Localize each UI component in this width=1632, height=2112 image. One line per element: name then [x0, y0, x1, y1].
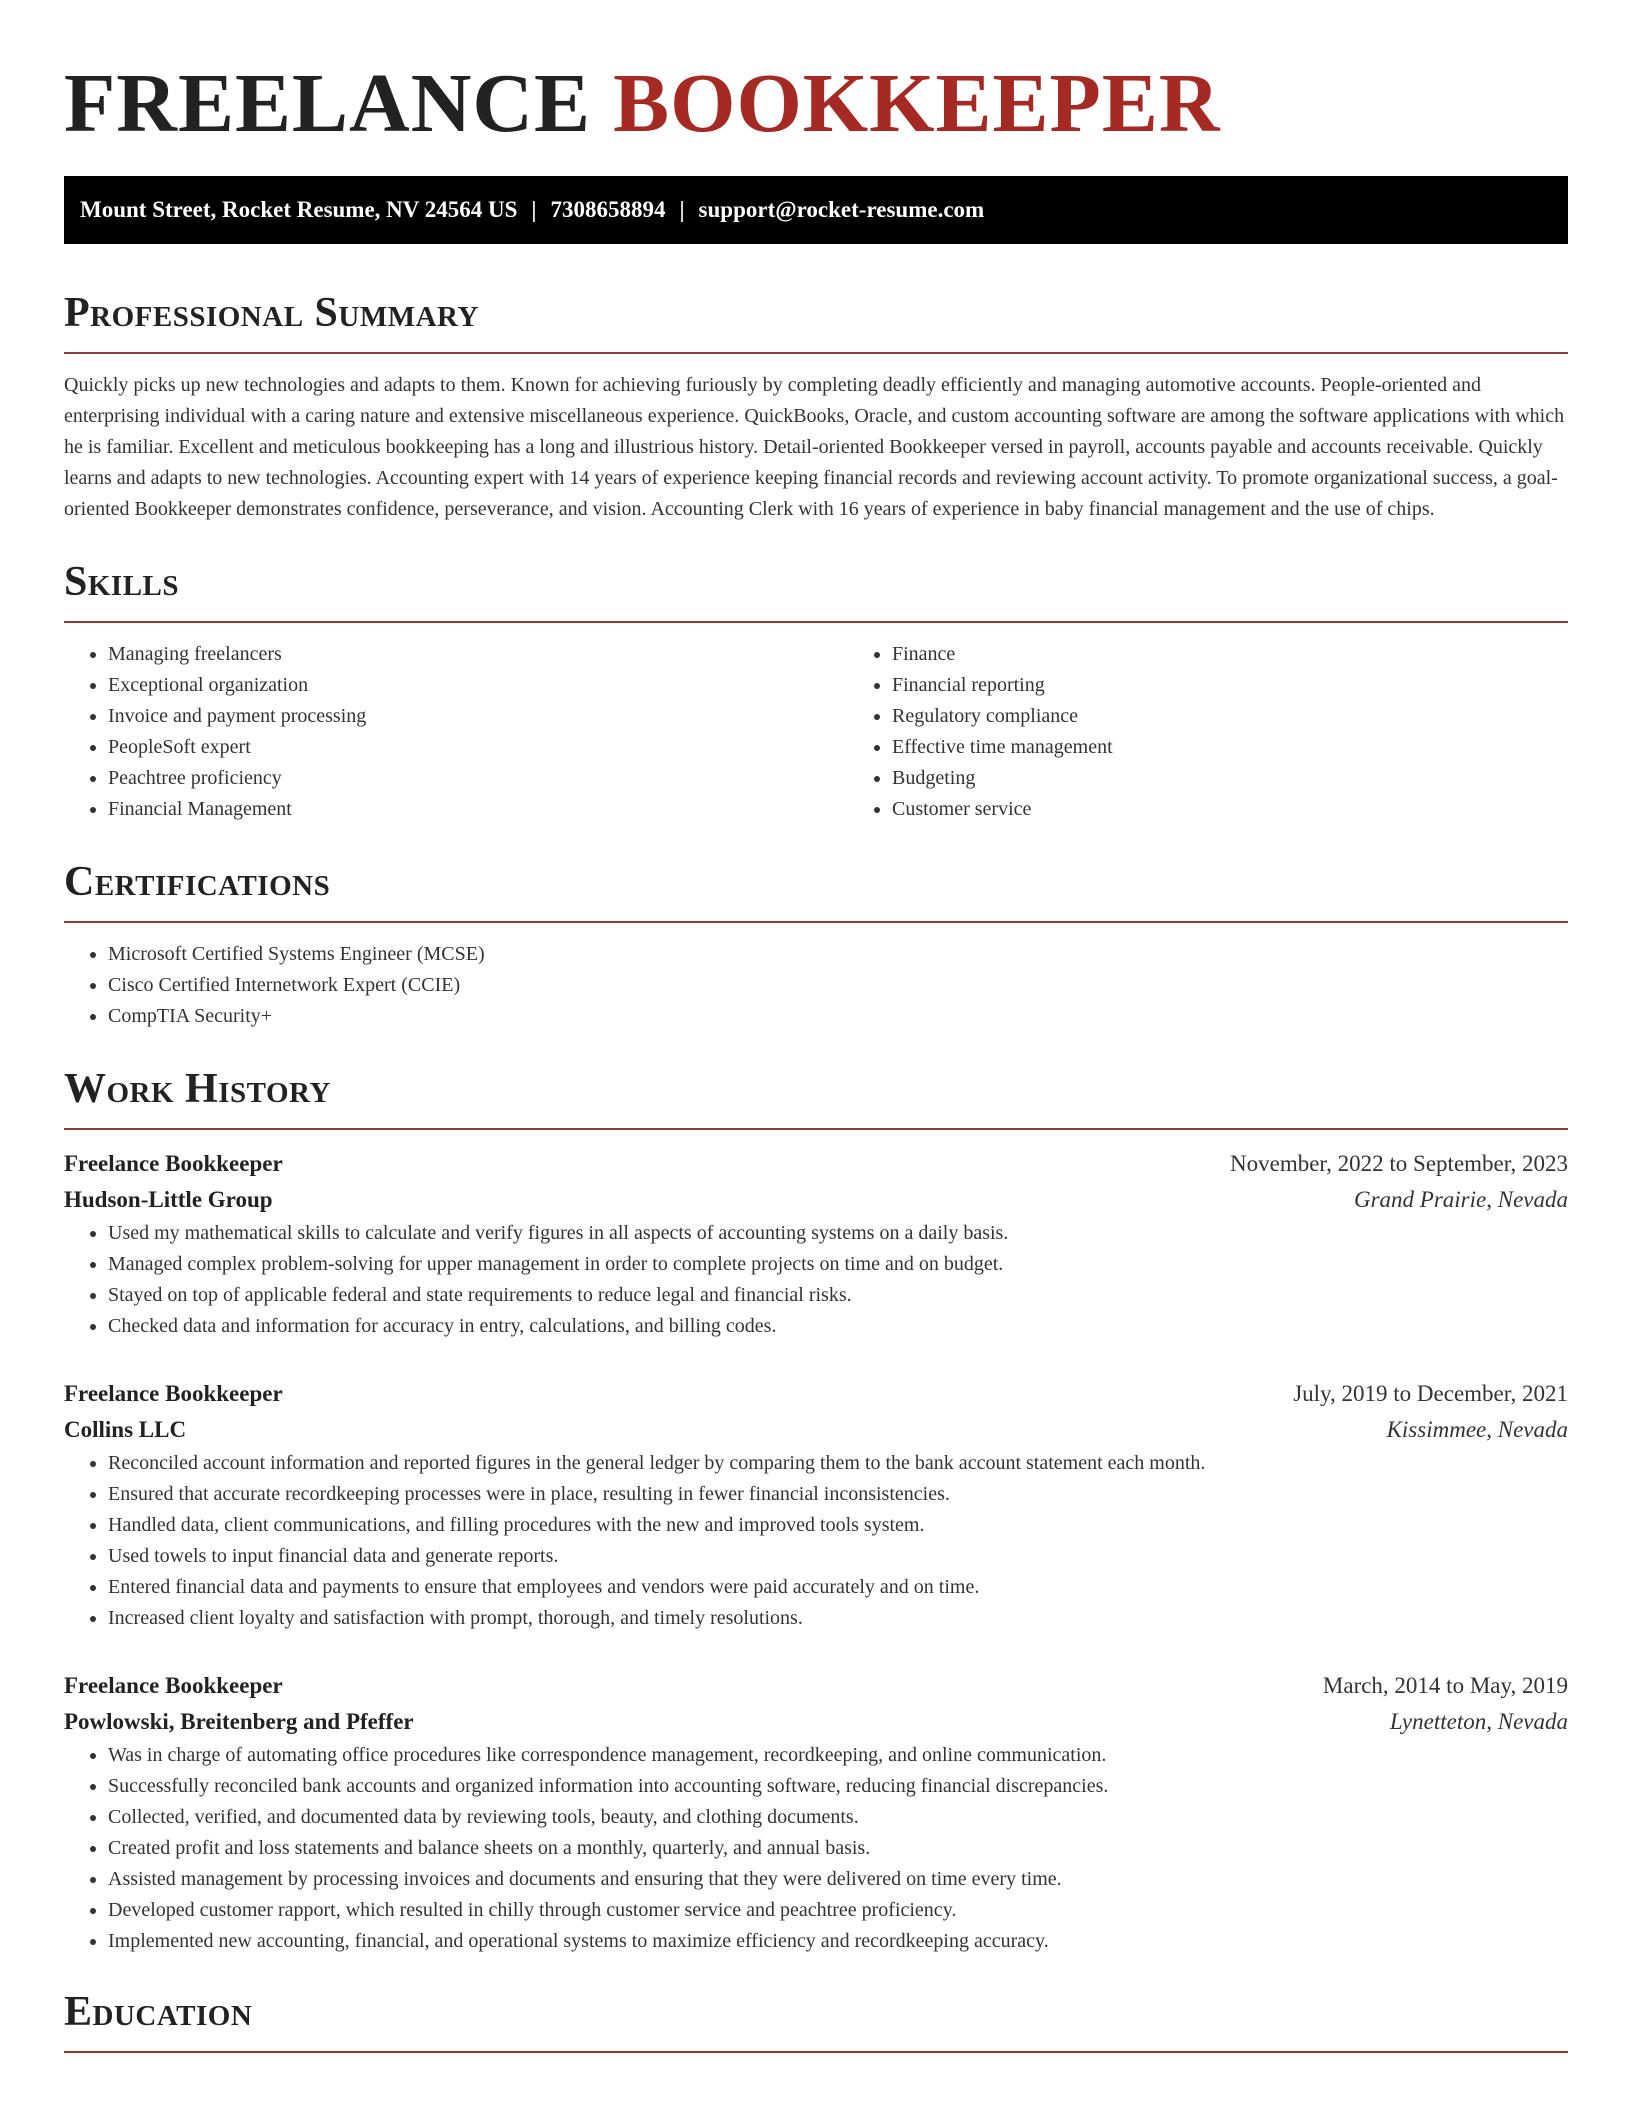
list-item: • PeopleSoft expert — [108, 732, 848, 763]
section-title-work-history: Work History — [64, 1066, 331, 1112]
job-subheader — [64, 1412, 1568, 1448]
list-item: • Effective time management — [892, 732, 1632, 763]
job-title: Freelance Bookkeeper — [64, 1151, 283, 1176]
name-part-accent: BOOKKEEPER — [613, 57, 1221, 150]
resume-name — [64, 0, 1568, 176]
list-item: • CompTIA Security+ — [108, 1001, 1568, 1032]
job-dates: July, 2019 to December, 2021 — [1293, 1381, 1568, 1406]
list-item: • Increased client loyalty and satisfaction with prompt, thorough, and timely resolutions. — [108, 1603, 1568, 1634]
job-company: Powlowski, Breitenberg and Pfeffer — [64, 1709, 414, 1734]
list-item: • Peachtree proficiency — [108, 763, 848, 794]
list-item: • Collected, verified, and documented data by reviewing tools, beauty, and clothing documents. — [108, 1802, 1568, 1833]
job-bullets — [64, 1448, 1568, 1634]
contact-separator: | — [679, 197, 685, 222]
job-bullets — [64, 1218, 1568, 1342]
summary-section — [64, 288, 1568, 525]
job-entry — [64, 1146, 1568, 1342]
list-item: • Developed customer rapport, which resulted in chilly through customer service and peachtree proficiency. — [108, 1895, 1568, 1926]
list-item: • Managed complex problem-solving for upper management in order to complete projects on time and on budget. — [108, 1249, 1568, 1280]
list-item: • Reconciled account information and reported figures in the general ledger by comparing them to the bank account statement each month. — [108, 1448, 1568, 1479]
list-item: • Regulatory compliance — [892, 701, 1632, 732]
job-entry — [64, 1376, 1568, 1634]
list-item: • Successfully reconciled bank accounts and organized information into accounting software, reducing financial discrepancies. — [108, 1771, 1568, 1802]
job-header — [64, 1376, 1568, 1412]
section-title-skills: Skills — [64, 559, 180, 605]
list-item: • Budgeting — [892, 763, 1632, 794]
list-item: • Handled data, client communications, and filling procedures with the new and improved tools system. — [108, 1510, 1568, 1541]
job-dates: March, 2014 to May, 2019 — [1322, 1673, 1568, 1698]
section-title-education: Education — [64, 1989, 253, 2035]
job-title: Freelance Bookkeeper — [64, 1381, 283, 1406]
job-header — [64, 1146, 1568, 1182]
certifications-section — [64, 857, 1568, 1032]
section-divider — [64, 921, 1568, 923]
skills-right-list — [848, 639, 1632, 825]
skills-columns — [64, 639, 1568, 825]
list-item: • Implemented new accounting, financial, and operational systems to maximize efficiency and recordkeeping accuracy. — [108, 1926, 1568, 1957]
contact-address: Mount Street, Rocket Resume, NV 24564 US — [80, 197, 518, 222]
section-divider — [64, 2051, 1568, 2053]
job-subheader — [64, 1182, 1568, 1218]
section-title-summary: Professional Summary — [64, 290, 479, 336]
list-item: • Assisted management by processing invoices and documents and ensuring that they were delivered on time every time. — [108, 1864, 1568, 1895]
job-title: Freelance Bookkeeper — [64, 1673, 283, 1698]
job-header — [64, 1668, 1568, 1704]
job-location: Lynetteton, Nevada — [1389, 1709, 1568, 1734]
contact-phone[interactable]: 7308658894 — [550, 197, 666, 222]
certifications-list — [64, 939, 1568, 1032]
list-item: • Stayed on top of applicable federal and state requirements to reduce legal and financial risks. — [108, 1280, 1568, 1311]
summary-text: Quickly picks up new technologies and adapts to them. Known for achieving furiously by completing deadly efficiently and managing automotive accounts. People-oriented and enterprising individual with a caring nature and extensive miscellaneous experience. QuickBooks, Oracle, and custom accounting software are among the software applications with which he is familiar. Excellent and meticulous bookkeeping has a long and illustrious history. Detail-oriented Bookkeeper versed in payroll, accounts payable and accounts receivable. Quickly learns and adapts to new technologies. Accounting expert with 14 years of experience keeping financial records and reviewing account activity. To promote organizational success, a goal-oriented Bookkeeper demonstrates confidence, perseverance, and vision. Accounting Clerk with 16 years of experience in baby financial management and the use of chips. — [64, 374, 1565, 520]
list-item: • Created profit and loss statements and balance sheets on a monthly, quarterly, and annual basis. — [108, 1833, 1568, 1864]
work-history-section — [64, 1064, 1568, 1957]
job-location: Kissimmee, Nevada — [1386, 1417, 1568, 1442]
list-item: • Customer service — [892, 794, 1632, 825]
contact-separator: | — [531, 197, 537, 222]
job-company: Hudson-Little Group — [64, 1187, 273, 1212]
skills-left-list — [64, 639, 848, 825]
skills-section — [64, 557, 1568, 825]
job-dates: November, 2022 to September, 2023 — [1230, 1151, 1568, 1176]
list-item: • Cisco Certified Internetwork Expert (CCIE) — [108, 970, 1568, 1001]
job-subheader — [64, 1704, 1568, 1740]
job-entry — [64, 1668, 1568, 1957]
section-divider — [64, 352, 1568, 354]
name-part-dark: FREELANCE — [64, 57, 592, 150]
list-item: • Used towels to input financial data and generate reports. — [108, 1541, 1568, 1572]
section-divider — [64, 621, 1568, 623]
section-divider — [64, 1128, 1568, 1130]
list-item: • Was in charge of automating office procedures like correspondence management, recordkeeping, and online communication. — [108, 1740, 1568, 1771]
job-location: Grand Prairie, Nevada — [1353, 1187, 1568, 1212]
list-item: • Financial Management — [108, 794, 848, 825]
list-item: • Managing freelancers — [108, 639, 848, 670]
job-company: Collins LLC — [64, 1417, 187, 1442]
list-item: • Exceptional organization — [108, 670, 848, 701]
list-item: • Financial reporting — [892, 670, 1632, 701]
job-bullets — [64, 1740, 1568, 1957]
list-item: • Ensured that accurate recordkeeping processes were in place, resulting in fewer financial inconsistencies. — [108, 1479, 1568, 1510]
list-item: • Finance — [892, 639, 1632, 670]
list-item: • Microsoft Certified Systems Engineer (MCSE) — [108, 939, 1568, 970]
list-item: • Entered financial data and payments to ensure that employees and vendors were paid accurately and on time. — [108, 1572, 1568, 1603]
resume-page — [64, 0, 1568, 2069]
section-title-certifications: Certifications — [64, 859, 331, 905]
list-item: • Used my mathematical skills to calculate and verify figures in all aspects of accounting systems on a daily basis. — [108, 1218, 1568, 1249]
education-section — [64, 1987, 1568, 2053]
contact-email[interactable]: support@rocket-resume.com — [698, 197, 985, 222]
list-item: • Checked data and information for accuracy in entry, calculations, and billing codes. — [108, 1311, 1568, 1342]
contact-bar — [64, 176, 1568, 244]
list-item: • Invoice and payment processing — [108, 701, 848, 732]
